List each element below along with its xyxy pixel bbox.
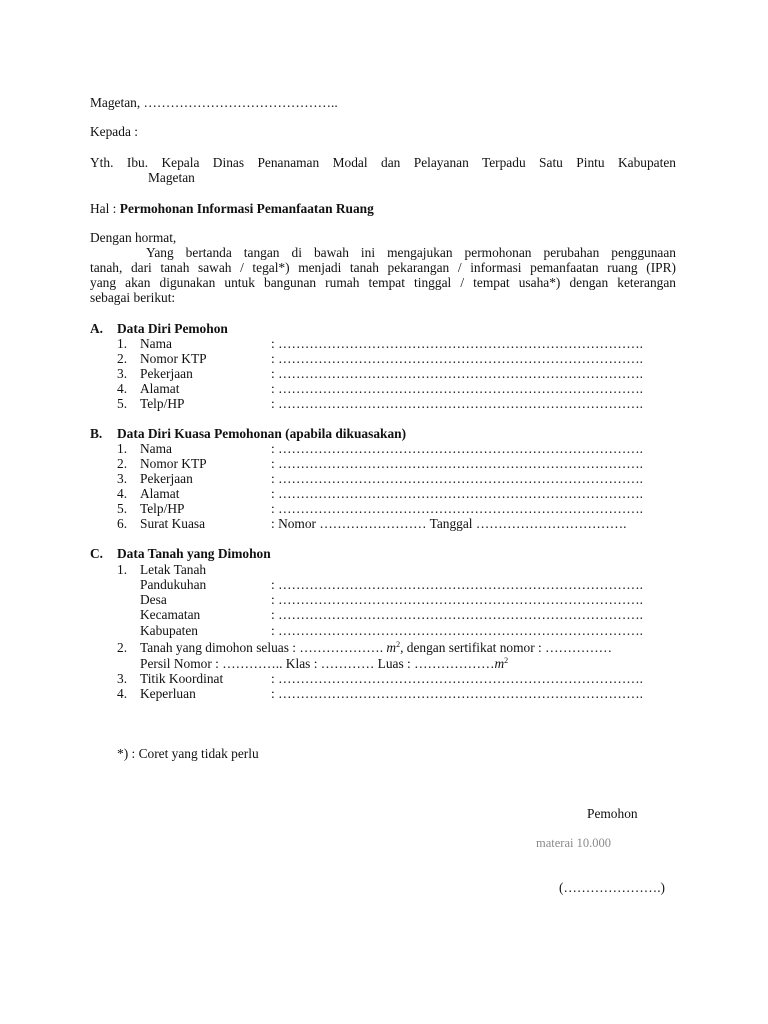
c-item-2-line-2[interactable] [140, 656, 508, 671]
section-c-letter: C. [90, 546, 104, 561]
c-persil-text: Persil Nomor : ………….. Klas : ………… Luas : ……………… [140, 656, 495, 671]
a-item-2-num: 2. [117, 351, 128, 366]
section-b-title: Data Diri Kuasa Pemohonan (apabila dikuasakan) [117, 426, 407, 441]
stamp-placeholder: materai 10.000 [536, 836, 611, 850]
a-item-3-num: 3. [117, 366, 128, 381]
subject-prefix: Hal : [90, 201, 117, 216]
m-unit-squared: 2 [396, 640, 401, 649]
b-telp-field[interactable]: : ………………………………………………………………………. [271, 501, 643, 516]
b-item-5-num: 5. [117, 501, 128, 516]
c-certificate-text: , dengan sertifikat nomor : …………… [400, 640, 613, 655]
a-item-2-label: Nomor KTP [140, 351, 207, 366]
c-desa-label: Desa [140, 592, 167, 607]
c-area-text: Tanah yang dimohon seluas : ………………. [140, 640, 387, 655]
m-unit: m [386, 640, 397, 655]
a-pekerjaan-field[interactable]: : ………………………………………………………………………. [271, 366, 643, 381]
b-item-3-num: 3. [117, 471, 128, 486]
m-unit-squared-2: 2 [504, 656, 509, 665]
section-a-title: Data Diri Pemohon [117, 321, 228, 336]
a-ktp-field[interactable]: : ………………………………………………………………………. [271, 351, 643, 366]
body-line-2: tanah, dari tanah sawah / tegal*) menjadi tanah pekarangan / informasi pemanfaatan ruang (IPR) [90, 260, 676, 275]
subject-title: Permohonan Informasi Pemanfaatan Ruang [119, 201, 374, 216]
m-unit-2: m [494, 656, 505, 671]
b-item-3-label: Pekerjaan [140, 471, 193, 486]
b-item-5-label: Telp/HP [140, 501, 185, 516]
body-line-4: sebagai berikut: [90, 290, 176, 305]
b-ktp-field[interactable]: : ………………………………………………………………………. [271, 456, 643, 471]
c-desa-field[interactable]: : ………………………………………………………………………. [271, 592, 643, 607]
section-a-letter: A. [90, 321, 104, 336]
c-keperluan-field[interactable]: : ………………………………………………………………………. [271, 686, 643, 701]
c-item-1-label: Letak Tanah [140, 562, 207, 577]
b-item-6-num: 6. [117, 516, 128, 531]
a-nama-field[interactable]: : ………………………………………………………………………. [271, 336, 643, 351]
b-pekerjaan-field[interactable]: : ………………………………………………………………………. [271, 471, 643, 486]
to-label: Kepada : [90, 124, 138, 139]
section-c-title: Data Tanah yang Dimohon [117, 546, 271, 561]
a-item-3-label: Pekerjaan [140, 366, 193, 381]
c-kecamatan-field[interactable]: : ………………………………………………………………………. [271, 607, 643, 622]
b-nama-field[interactable]: : ………………………………………………………………………. [271, 441, 643, 456]
a-item-1-label: Nama [140, 336, 172, 351]
c-pandukuhan-label: Pandukuhan [140, 577, 207, 592]
c-item-4-num: 4. [117, 686, 128, 701]
body-line-1: Yang bertanda tangan di bawah ini mengajukan permohonan perubahan penggunaan [146, 245, 676, 260]
b-surat-kuasa-field[interactable]: : Nomor …………………… Tanggal ……………………………. [271, 516, 627, 531]
signature-title: Pemohon [587, 806, 638, 821]
c-item-2-line-1[interactable] [140, 640, 612, 655]
b-item-2-label: Nomor KTP [140, 456, 207, 471]
a-alamat-field[interactable]: : ………………………………………………………………………. [271, 381, 643, 396]
c-item-3-label: Titik Koordinat [140, 671, 224, 686]
b-alamat-field[interactable]: : ………………………………………………………………………. [271, 486, 643, 501]
subject-line [90, 201, 374, 216]
signature-name-field[interactable]: (………………….) [559, 880, 666, 895]
b-item-6-label: Surat Kuasa [140, 516, 206, 531]
a-item-5-num: 5. [117, 396, 128, 411]
a-telp-field[interactable]: : ………………………………………………………………………. [271, 396, 643, 411]
b-item-1-num: 1. [117, 441, 128, 456]
c-kabupaten-field[interactable]: : ………………………………………………………………………. [271, 623, 643, 638]
c-item-2-num: 2. [117, 640, 128, 655]
c-item-4-label: Keperluan [140, 686, 196, 701]
b-item-4-num: 4. [117, 486, 128, 501]
c-koordinat-field[interactable]: : ………………………………………………………………………. [271, 671, 643, 686]
greeting: Dengan hormat, [90, 230, 177, 245]
a-item-1-num: 1. [117, 336, 128, 351]
footnote: *) : Coret yang tidak perlu [117, 746, 259, 761]
place-date: Magetan, …………………………………….. [90, 95, 338, 110]
recipient-line-2: Magetan [148, 170, 195, 185]
body-line-3: yang akan digunakan untuk bangunan rumah tempat tinggal / tempat usaha*) dengan keterangan [90, 275, 676, 290]
c-kabupaten-label: Kabupaten [140, 623, 199, 638]
c-item-1-num: 1. [117, 562, 128, 577]
a-item-5-label: Telp/HP [140, 396, 185, 411]
section-b-letter: B. [90, 426, 103, 441]
recipient-line-1: Yth. Ibu. Kepala Dinas Penanaman Modal dan Pelayanan Terpadu Satu Pintu Kabupaten [90, 155, 676, 170]
b-item-2-num: 2. [117, 456, 128, 471]
b-item-4-label: Alamat [140, 486, 180, 501]
c-item-3-num: 3. [117, 671, 128, 686]
c-kecamatan-label: Kecamatan [140, 607, 201, 622]
a-item-4-num: 4. [117, 381, 128, 396]
b-item-1-label: Nama [140, 441, 172, 456]
c-pandukuhan-field[interactable]: : ………………………………………………………………………. [271, 577, 643, 592]
a-item-4-label: Alamat [140, 381, 180, 396]
